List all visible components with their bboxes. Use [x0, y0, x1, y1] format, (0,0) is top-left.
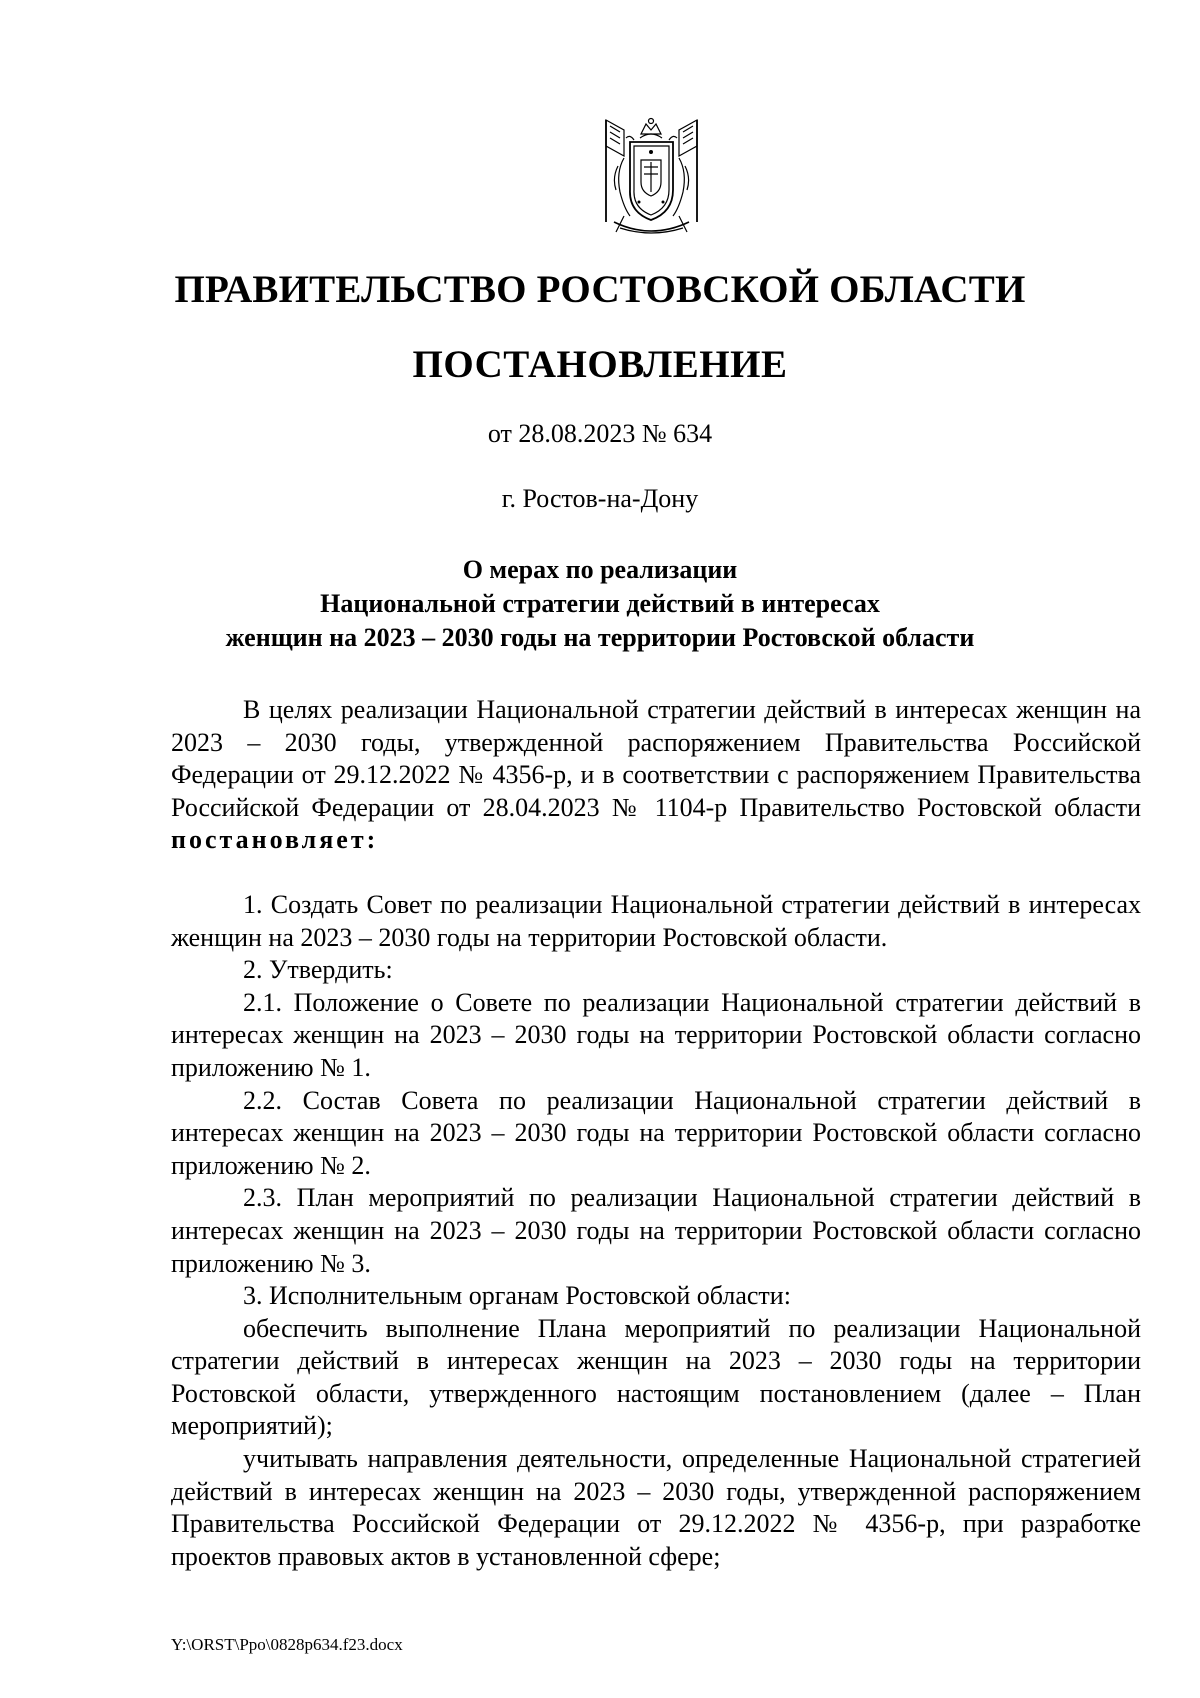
subject-line-3: женщин на 2023 – 2030 годы на территории Ростовской области	[225, 623, 975, 652]
document-date-number: от 28.08.2023 № 634	[487, 419, 713, 448]
document-body	[171, 694, 1141, 1573]
document-city: г. Ростов-на-Дону	[501, 484, 699, 513]
item-2-2: 2.2. Состав Совета по реализации Национальной стратегии действий в интересах женщин на 2023 – 2030 годы на территории Ростовской области согласно приложению № 2.	[171, 1085, 1141, 1180]
item-2-1: 2.1. Положение о Совете по реализации Национальной стратегии действий в интересах женщин на 2023 – 2030 годы на территории Ростовской области согласно приложению № 1.	[171, 987, 1141, 1082]
document-subject	[150, 553, 1050, 655]
file-path-footer: Y:\ORST\Ppo\0828p634.f23.docx	[171, 1635, 403, 1654]
item-3-a: обеспечить выполнение Плана мероприятий по реализации Национальной стратегии действий в интересах женщин на 2023 – 2030 годы на территории Ростовской области, утвержденного настоящим постановлением (далее – План мероприятий);	[171, 1313, 1141, 1441]
preamble-paragraph	[171, 694, 1141, 857]
organization-title: ПРАВИТЕЛЬСТВО РОСТОВСКОЙ ОБЛАСТИ	[174, 268, 1026, 311]
item-1: 1. Создать Совет по реализации Национальной стратегии действий в интересах женщин на 2023 – 2030 годы на территории Ростовской области.	[171, 889, 1141, 952]
item-2-3: 2.3. План мероприятий по реализации Национальной стратегии действий в интересах женщин на 2023 – 2030 годы на территории Ростовской области согласно приложению № 3.	[171, 1183, 1141, 1278]
item-3: 3. Исполнительным органам Ростовской области:	[243, 1281, 791, 1311]
preamble-text: В целях реализации Национальной стратегии действий в интересах женщин на 2023 – 2030 годы, утвержденной распоряжением Правительства Российской Федерации от 29.12.2022 № 4356-р, и в соответствии с распоряжением Правительства Российской Федерации от 28.04.2023 № 1104-р Правительство Ростовской области	[171, 695, 1141, 822]
item-3-b: учитывать направления деятельности, определенные Национальной стратегией действий в интересах женщин на 2023 – 2030 годы, утвержденной распоряжением Правительства Российской Федерации от 29.12.2022 № 4356-р, при разработке проектов правовых актов в установленной сфере;	[171, 1444, 1141, 1571]
subject-line-1: О мерах по реализации	[462, 555, 738, 584]
resolves-word: постановляет:	[171, 825, 379, 855]
subject-line-2: Национальной стратегии действий в интересах	[320, 589, 880, 618]
item-2: 2. Утвердить:	[243, 955, 393, 985]
coat-of-arms-icon	[594, 112, 709, 240]
document-type: ПОСТАНОВЛЕНИЕ	[412, 343, 788, 386]
